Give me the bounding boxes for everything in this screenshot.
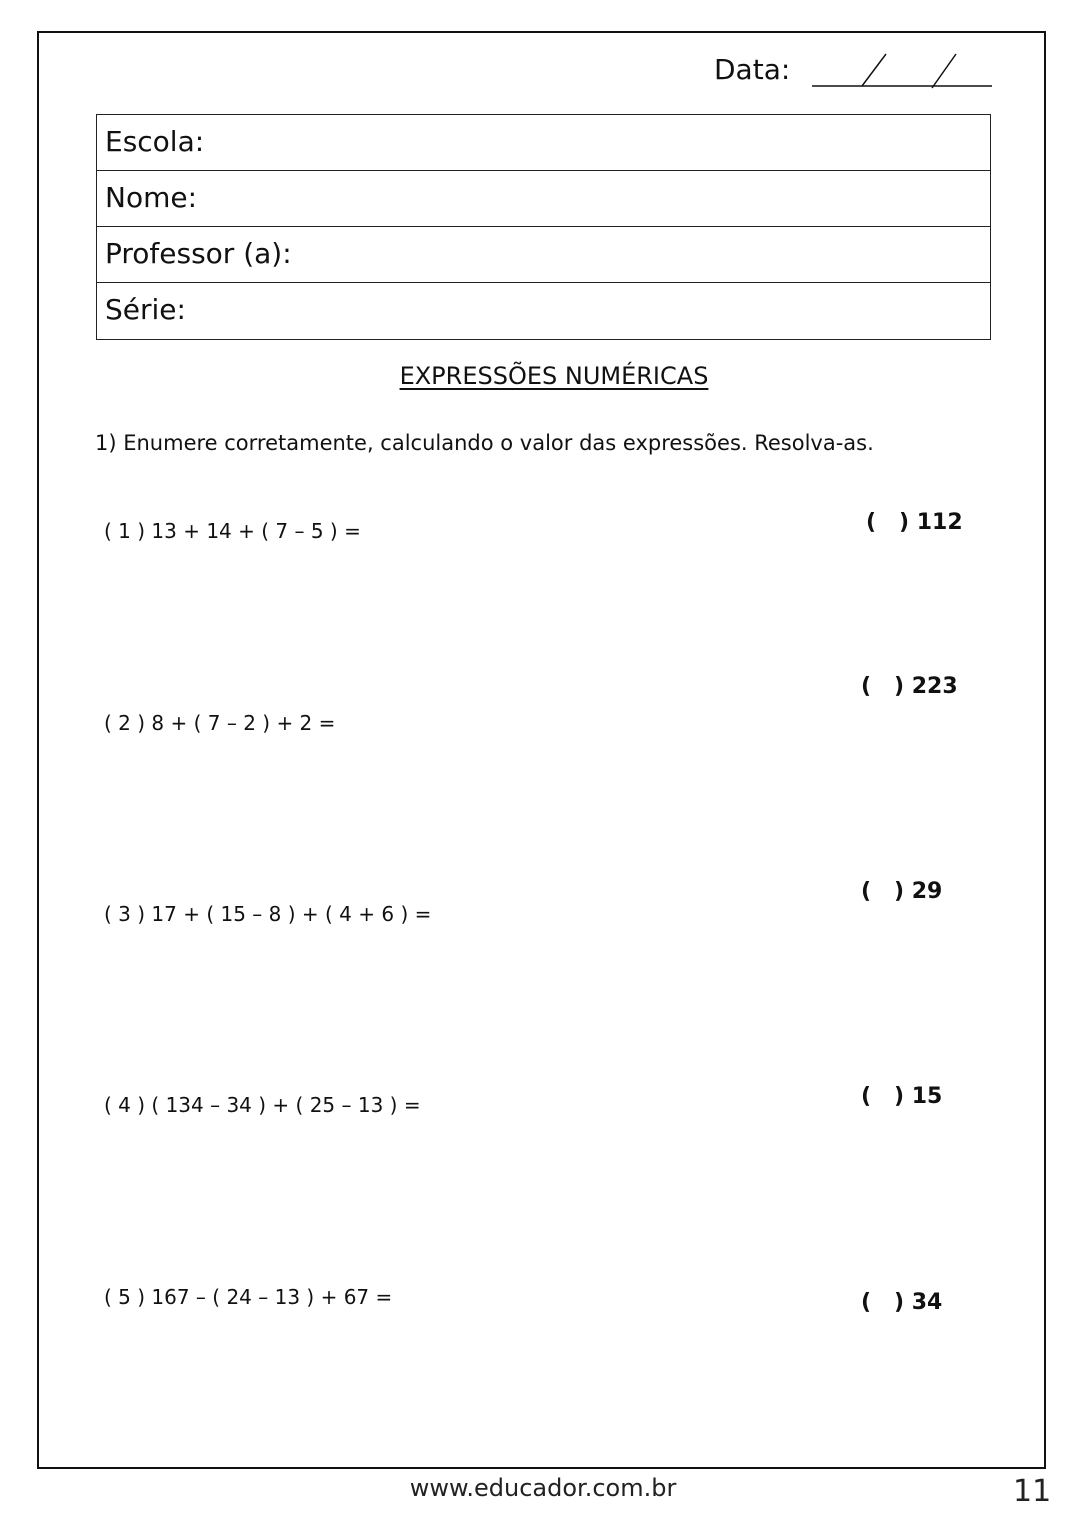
answer-option-1: ( ) 112 (866, 510, 963, 535)
answer-option-2: ( ) 223 (861, 674, 958, 699)
expression-3: ( 3 ) 17 + ( 15 – 8 ) + ( 4 + 6 ) = (104, 902, 432, 926)
school-field[interactable]: Escola: (97, 115, 990, 171)
grade-field[interactable]: Série: (105, 293, 186, 326)
expression-4: ( 4 ) ( 134 – 34 ) + ( 25 – 13 ) = (104, 1093, 421, 1117)
answer-option-3: ( ) 29 (861, 879, 943, 904)
answer-option-5: ( ) 34 (861, 1290, 943, 1315)
expression-5: ( 5 ) 167 – ( 24 – 13 ) + 67 = (104, 1285, 393, 1309)
page-number: 11 (1013, 1474, 1052, 1509)
exercise-instruction: 1) Enumere corretamente, calculando o valor das expressões. Resolva-as. (95, 431, 874, 455)
name-field[interactable]: Nome: (97, 171, 990, 227)
date-label: Data: (714, 53, 791, 86)
teacher-field[interactable]: Professor (a): (97, 227, 990, 283)
footer-website: www.educador.com.br (409, 1474, 677, 1502)
expression-1: ( 1 ) 13 + 14 + ( 7 – 5 ) = (104, 519, 361, 543)
student-info-table (96, 114, 991, 340)
answer-option-4: ( ) 15 (861, 1084, 943, 1109)
expression-2: ( 2 ) 8 + ( 7 – 2 ) + 2 = (104, 711, 336, 735)
date-field (714, 52, 996, 92)
date-blank-line (806, 52, 996, 92)
worksheet-title: EXPRESSÕES NUMÉRICAS (399, 362, 709, 390)
